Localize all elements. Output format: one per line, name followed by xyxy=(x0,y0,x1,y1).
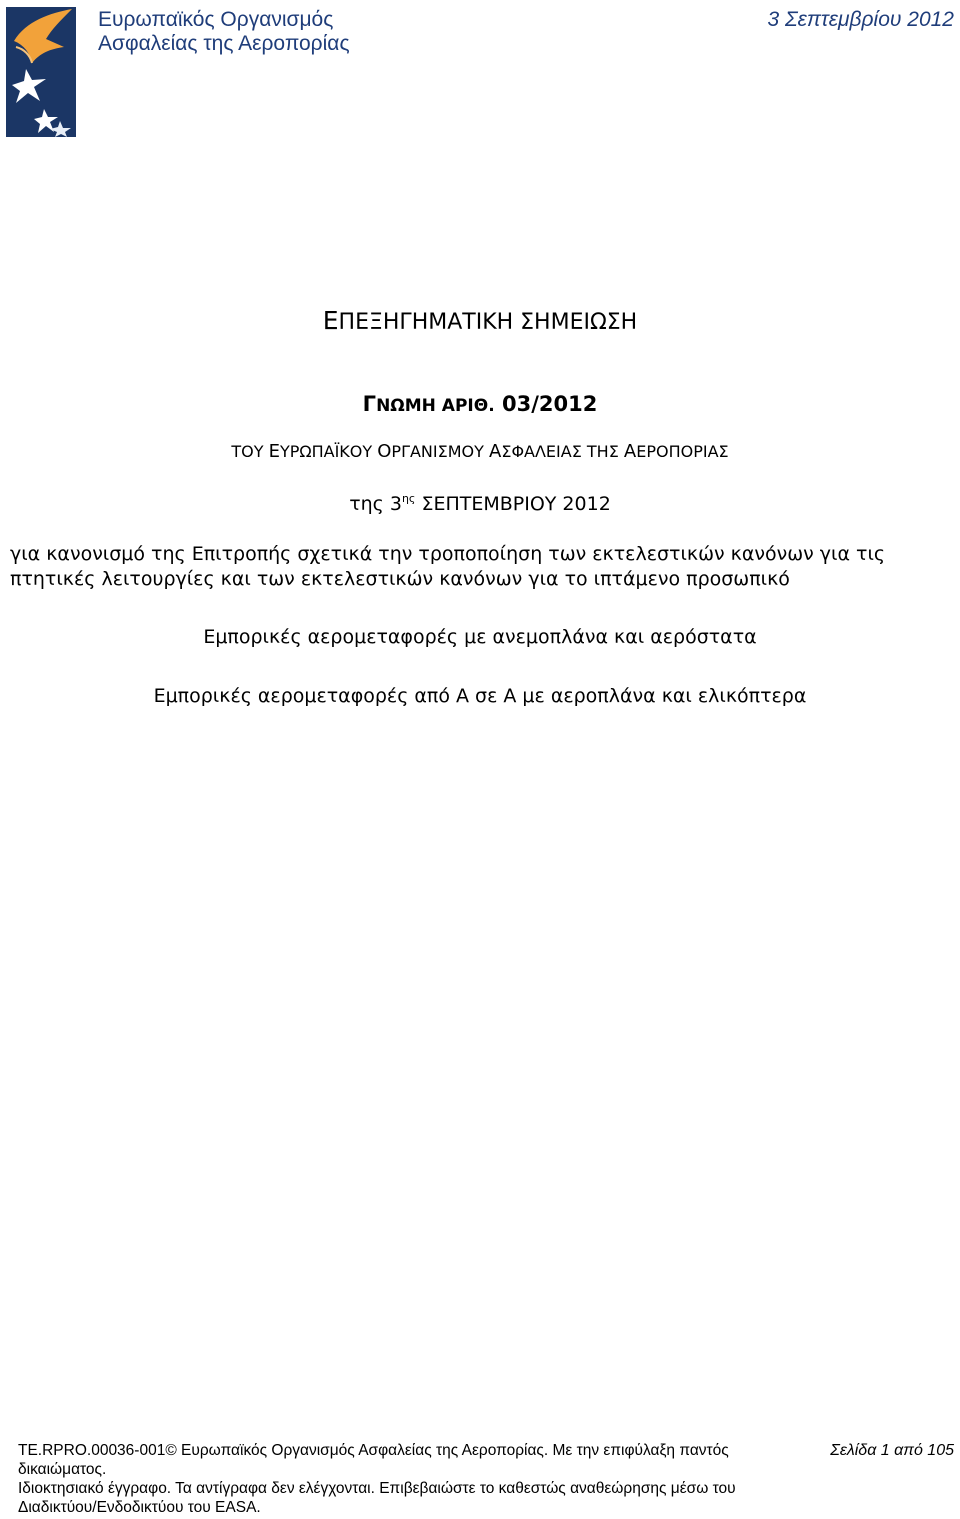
document-subject: για κανονισμό της Επιτροπής σχετικά την τροποποίηση των εκτελεστικών κανόνων για τις πτητικές λειτουργίες και των εκτελεστικών κανόνων για το ιπτάμενο προσωπικό xyxy=(10,543,886,590)
footer-proprietary: Ιδιοκτησιακό έγγραφο. Τα αντίγραφα δεν ελέγχονται. Επιβεβαιώστε το καθεστώς αναθεώρησης μέσω του Διαδικτύου/Ενδοδικτύου του EASA. xyxy=(18,1480,736,1516)
opinion-date-rest: ΣΕΠΤΕΜΒΡΙΟΥ 2012 xyxy=(421,493,611,515)
opinion-prefix-cap: Γ xyxy=(362,392,377,416)
opinion-date-superscript: ης xyxy=(401,492,416,505)
agency-word-6-rest: ΕΡΟΠΟΡΙΑΣ xyxy=(636,442,729,461)
opinion-date-prefix: της 3 xyxy=(349,493,402,515)
agency-word-2-cap: Ε xyxy=(268,441,280,462)
title-rest: ΠΕΞΗΓΗΜΑΤΙΚΗ ΣΗΜΕΙΩΣΗ xyxy=(338,310,638,335)
agency-word-2-rest: ΥΡΩΠΑΪΚΟΥ xyxy=(279,442,373,461)
agency-word-3-rest: ΡΓΑΝΙΣΜΟΥ xyxy=(391,442,484,461)
opinion-date xyxy=(0,486,960,517)
page-number: Σελίδα 1 από 105 xyxy=(830,1442,954,1459)
easa-logo-graphic xyxy=(6,7,76,137)
opinion-prefix-small: ΝΩΜΗ ΑΡΙΘ. xyxy=(376,396,495,416)
agency-word-6-cap: Α xyxy=(623,441,637,462)
agency-word-3-cap: Ο xyxy=(377,441,392,462)
agency-word-1: ΤΟΥ xyxy=(231,442,264,461)
footer-notice xyxy=(18,1441,778,1517)
organization-name-line2: Ασφαλείας της Αεροπορίας xyxy=(98,32,350,55)
document-title xyxy=(0,306,960,338)
organization-name-line1: Ευρωπαϊκός Οργανισμός xyxy=(98,8,334,31)
agency-word-4-rest: ΣΦΑΛΕΙΑΣ xyxy=(501,442,582,461)
document-date: 3 Σεπτεμβρίου 2012 xyxy=(767,8,954,31)
opinion-number-value: 03/2012 xyxy=(501,392,598,416)
subtitle-a-to-a-operations: Εμπορικές αερομεταφορές από Α σε Α με αεροπλάνα και ελικόπτερα xyxy=(153,685,807,707)
agency-line xyxy=(0,440,960,464)
easa-logo xyxy=(6,7,76,137)
agency-word-5: ΤΗΣ xyxy=(586,442,619,461)
title-first-letter: Ε xyxy=(322,306,339,335)
opinion-number xyxy=(0,390,960,420)
subtitle-balloons-sailplanes: Εμπορικές αερομεταφορές με ανεμοπλάνα και αερόστατα xyxy=(203,626,757,648)
footer-copyright: TE.RPRO.00036-001© Ευρωπαϊκός Οργανισμός Ασφαλείας της Αεροπορίας. Με την επιφύλαξη παντός δικαιώματος. xyxy=(18,1442,729,1478)
agency-word-4-cap: Α xyxy=(489,441,502,462)
organization-name xyxy=(98,8,350,56)
